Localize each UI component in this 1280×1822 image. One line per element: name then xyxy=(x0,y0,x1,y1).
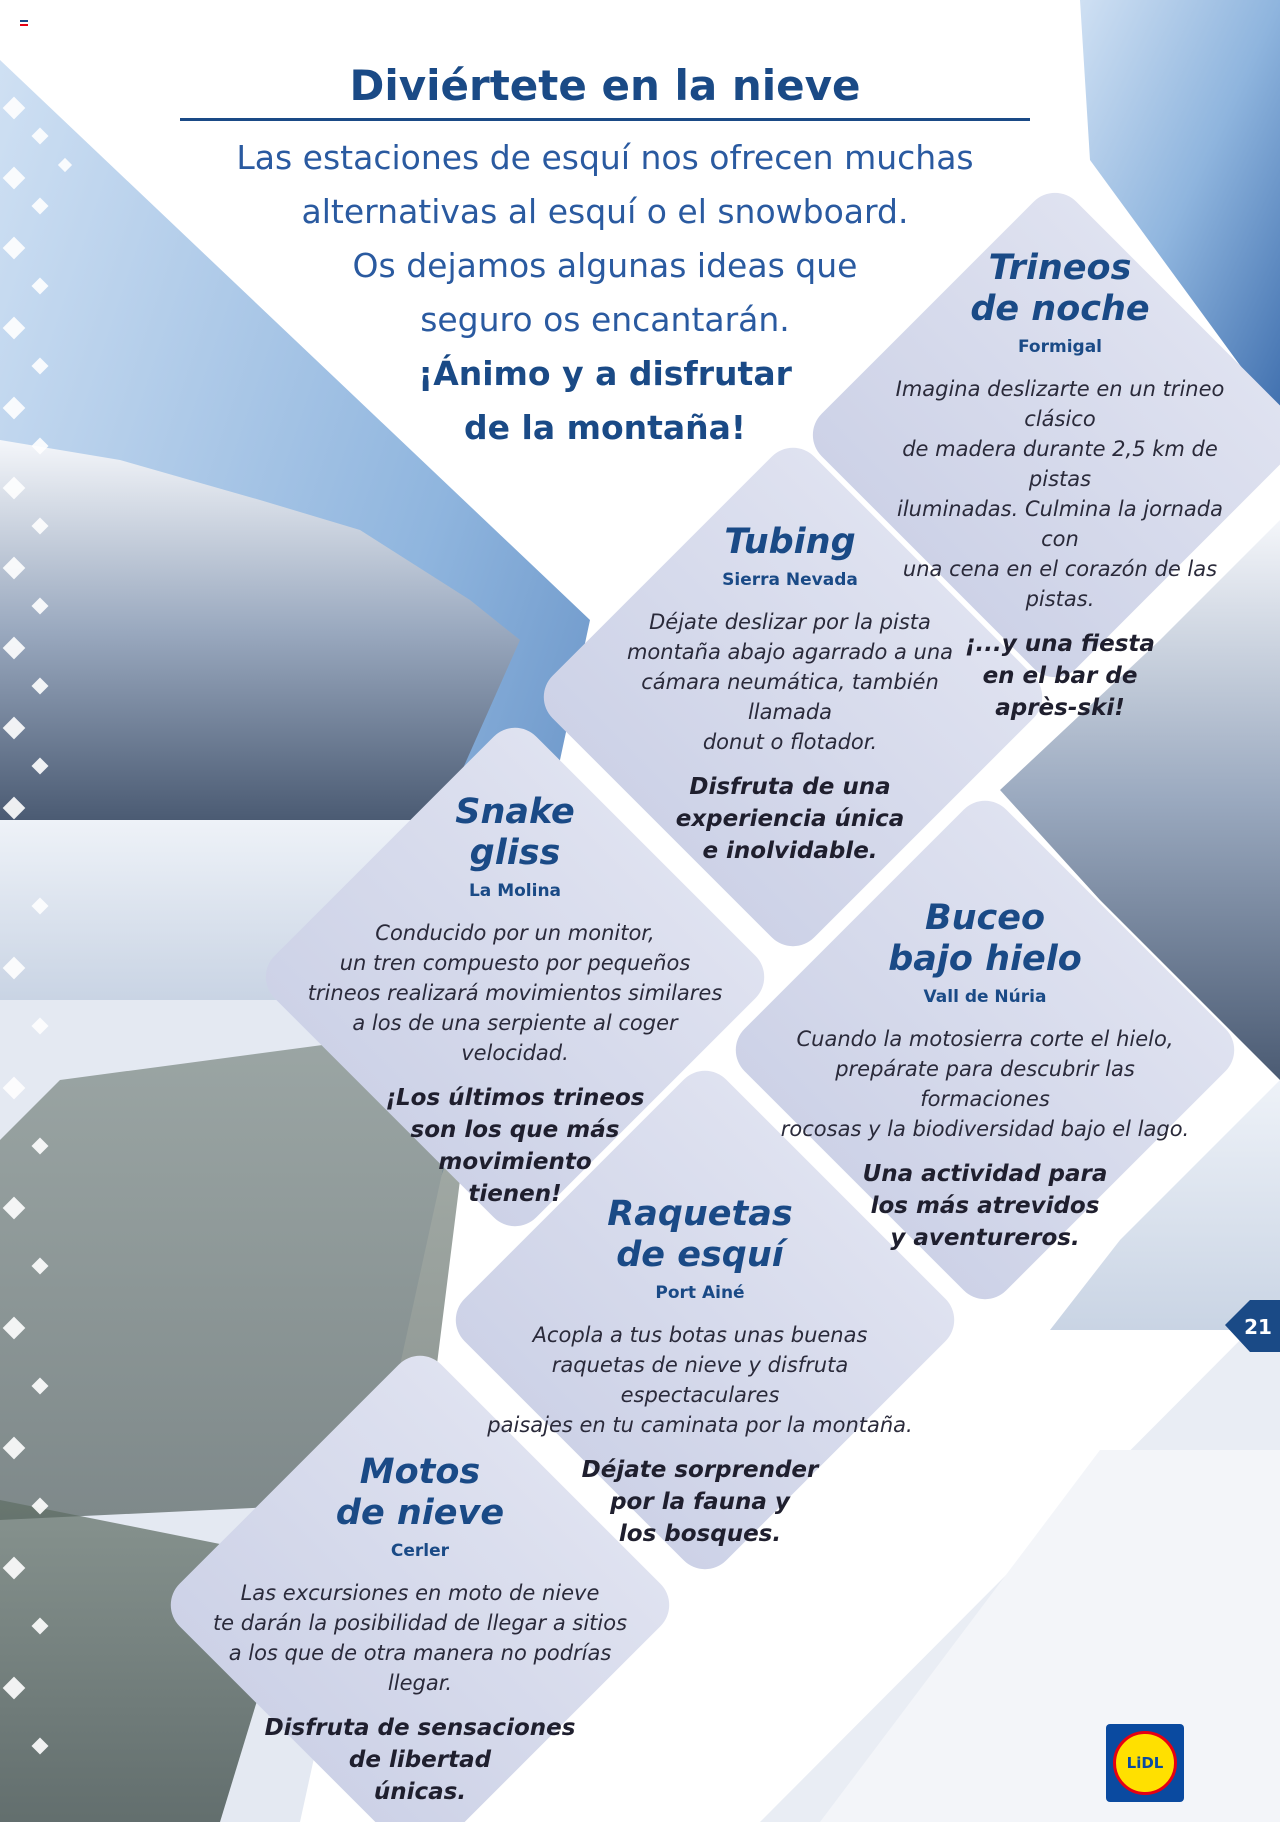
card-description: Conducido por un monitor, un tren compuesto por pequeños trineos realizará movimientos similares a los de una serpiente al coger velocidad. xyxy=(307,921,723,1065)
card-description: Acopla a tus botas unas buenas raquetas de nieve y disfruta espectaculares paisajes en tu caminata por la montaña. xyxy=(487,1323,913,1437)
card-title: Buceo bajo hielo xyxy=(888,898,1082,979)
card-location: La Molina xyxy=(468,881,562,901)
card-snake-gliss xyxy=(300,792,730,1210)
card-tagline: Disfruta de sensaciones de libertad únicas. xyxy=(264,1715,576,1805)
title-divider xyxy=(180,118,1030,121)
card-title: Tubing xyxy=(724,522,856,562)
card-description: Las excursiones en moto de nieve te darán la posibilidad de llegar a sitios a los que de otra manera no podrías llegar. xyxy=(212,1581,628,1695)
card-location: Formigal xyxy=(1018,337,1102,357)
lidl-logo-icon xyxy=(1106,1724,1184,1802)
card-title: Snake gliss xyxy=(455,792,575,873)
card-title: Trineos de noche xyxy=(970,248,1150,329)
card-tagline: ¡Los últimos trineos son los que más movimiento tienen! xyxy=(385,1085,645,1207)
card-location: Sierra Nevada xyxy=(722,570,858,590)
card-location: Vall de Núria xyxy=(923,987,1047,1007)
page-number: 21 xyxy=(1244,1315,1272,1339)
card-tagline: Déjate sorprender por la fauna y los bosques. xyxy=(581,1457,819,1547)
card-title: Raquetas de esquí xyxy=(607,1194,793,1275)
card-title: Motos de nieve xyxy=(335,1452,505,1533)
card-description: Déjate deslizar por la pista montaña abajo agarrado a una cámara neumática, también llamada donut o flotador. xyxy=(626,610,954,754)
card-description: Cuando la motosierra corte el hielo, prepárate para descubrir las formaciones rocosas y la biodiversidad bajo el lago. xyxy=(780,1027,1190,1141)
page-title: Diviértete en la nieve xyxy=(349,61,861,110)
intro-cheer: ¡Ánimo y a disfrutar de la montaña! xyxy=(418,354,792,447)
logo-text: LiDL xyxy=(1126,1754,1164,1772)
card-tagline: Una actividad para los más atrevidos y aventureros. xyxy=(862,1161,1108,1251)
card-description: Imagina deslizarte en un trineo clásico de madera durante 2,5 km de pistas iluminadas. Culmina la jornada con una cena en el corazón de las pistas. xyxy=(895,377,1225,611)
logo-circle xyxy=(1113,1731,1177,1795)
card-tagline: ¡...y una fiesta en el bar de après-ski! xyxy=(965,631,1155,721)
card-motos-de-nieve xyxy=(200,1452,640,1808)
card-location: Port Ainé xyxy=(655,1283,745,1303)
card-location: Cerler xyxy=(390,1541,450,1561)
card-tagline: Disfruta de una experiencia única e inolvidable. xyxy=(675,774,905,864)
intro-text: Las estaciones de esquí nos ofrecen muchas alternativas al esquí o el snowboard. Os dejamos algunas ideas que seguro os encantarán. xyxy=(236,138,974,339)
flag-icon xyxy=(20,20,28,26)
